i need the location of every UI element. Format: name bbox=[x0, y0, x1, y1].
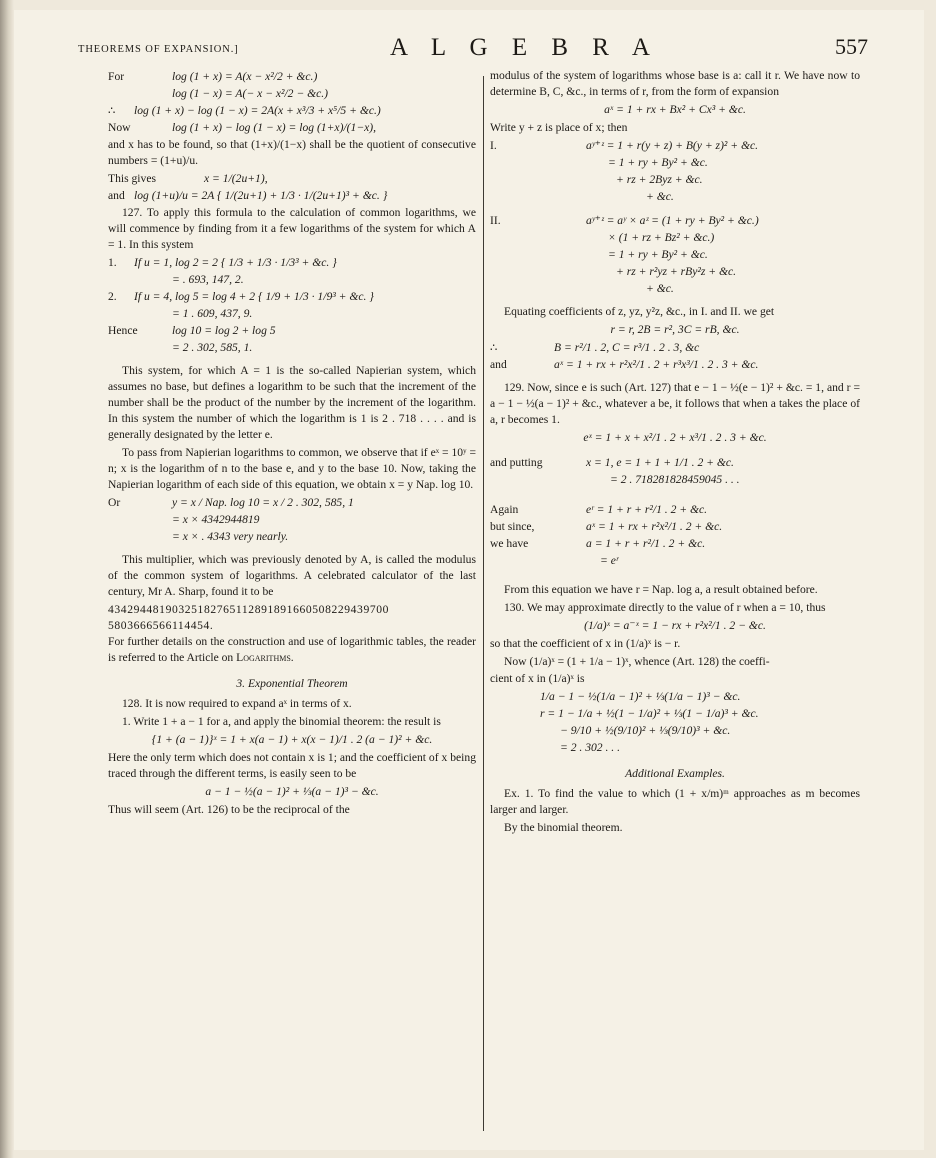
equation-label: and bbox=[490, 357, 507, 371]
equation-text: = x × . 4343 very nearly. bbox=[172, 529, 289, 543]
equation bbox=[490, 472, 860, 488]
section-heading: Additional Examples. bbox=[625, 766, 725, 780]
section-heading: 3. Exponential Theorem bbox=[236, 676, 348, 690]
equation-text: y = x / Nap. log 10 = x / 2 . 302, 585, 1 bbox=[172, 495, 354, 509]
equation-label: This gives bbox=[108, 171, 156, 185]
equation bbox=[490, 230, 860, 246]
paragraph: Write y + z is place of x; then bbox=[490, 120, 628, 134]
equation bbox=[490, 340, 860, 356]
paragraph-text: For further details on the construction and use of logarithmic tables, the reader is referred to the Article on bbox=[108, 634, 476, 664]
equation-text: aʸ⁺ᶻ = aʸ × aᶻ = (1 + ry + By² + &c.) bbox=[586, 213, 759, 227]
equation bbox=[108, 529, 476, 545]
equation-text: = 1 + ry + By² + &c. bbox=[608, 155, 708, 169]
equation-text: log (1 + x) − log (1 − x) = log (1+x)/(1−x), bbox=[172, 121, 377, 134]
equation-text: r = r, 2B = r², 3C = rB, &c. bbox=[610, 322, 740, 336]
equation-text: − 9/10 + ½(9/10)² + ⅓(9/10)³ + &c. bbox=[560, 723, 731, 737]
equation bbox=[108, 69, 476, 85]
paragraph bbox=[108, 634, 476, 666]
paragraph: Thus will seem (Art. 126) to be the reciprocal of the bbox=[108, 802, 350, 816]
paragraph: 130. We may approximate directly to the value of r when a = 10, thus bbox=[504, 600, 826, 614]
equation-text: Now (1/a)ˣ = (1 + 1/a − 1)ˣ, whence (Art. 128) the coeffi- bbox=[504, 654, 770, 668]
paragraph: cient of x in (1/a)ˣ is bbox=[490, 671, 585, 685]
equation bbox=[490, 172, 860, 188]
equation-text: + &c. bbox=[646, 281, 674, 295]
equation-text: (1/a)ˣ = a⁻ˣ = 1 − rx + r²x²/1 . 2 − &c. bbox=[584, 618, 766, 632]
equation bbox=[490, 189, 860, 205]
equation-text: = x × 4342944819 bbox=[172, 512, 260, 526]
paragraph: By the binomial theorem. bbox=[504, 820, 623, 834]
equation bbox=[490, 138, 860, 154]
equation-text: x = 1, e = 1 + 1 + 1/1 . 2 + &c. bbox=[586, 455, 734, 469]
equation-text: log 10 = log 2 + log 5 bbox=[172, 323, 276, 337]
equation-text: aˣ = 1 + rx + Bx² + Cx³ + &c. bbox=[604, 102, 746, 116]
equation-label: ∴ bbox=[108, 104, 116, 117]
running-title: THEOREMS OF EXPANSION.] bbox=[78, 44, 239, 55]
equation-label: 1. bbox=[108, 255, 117, 269]
equation bbox=[490, 723, 860, 739]
equation bbox=[490, 455, 860, 471]
equation bbox=[108, 255, 476, 271]
equation-text: = 2 . 302 . . . bbox=[560, 740, 620, 754]
equation bbox=[490, 689, 860, 705]
equation bbox=[108, 103, 476, 119]
equation-text: a = 1 + r + r²/1 . 2 + &c. bbox=[586, 536, 706, 550]
paragraph: Equating coefficients of z, yz, y²z, &c., in I. and II. we get bbox=[504, 304, 775, 318]
equation bbox=[490, 536, 860, 552]
equation-text: = 2 . 302, 585, 1. bbox=[172, 340, 253, 354]
equation bbox=[490, 155, 860, 171]
equation-label: 2. bbox=[108, 289, 117, 303]
equation-text: + &c. bbox=[646, 189, 674, 203]
paragraph: 129. Now, since e is such (Art. 127) that e − 1 − ½(e − 1)² + &c. = 1, and r = a − 1 − ½(a − 1)² + &c., whatever a be, it follows that when a takes the place of a, r becomes 1. bbox=[490, 380, 860, 426]
article-reference: Logarithms. bbox=[236, 650, 294, 664]
paragraph: To pass from Napierian logarithms to common, we observe that if eˣ = 10ʸ = n; x is the logarithm of n to the base e, and y to the base 10. Now, taking the Napierian logarithm of each side of this equation, we obtain x = y Nap. log 10. bbox=[108, 445, 476, 491]
equation-label: and bbox=[108, 188, 125, 202]
equation-text: = 1 . 609, 437, 9. bbox=[172, 306, 253, 320]
equation-text: eˣ = 1 + x + x²/1 . 2 + x³/1 . 2 . 3 + &c. bbox=[583, 430, 767, 444]
paragraph: From this equation we have r = Nap. log a, a result obtained before. bbox=[504, 582, 818, 596]
equation-label: II. bbox=[490, 213, 501, 227]
paragraph: Ex. 1. To find the value to which (1 + x/m)ᵐ approaches as m becomes larger and larger. bbox=[490, 786, 860, 816]
paragraph: 1. Write 1 + a − 1 for a, and apply the binomial theorem: the result is bbox=[122, 714, 441, 728]
equation-text: aʸ⁺ᶻ = 1 + r(y + z) + B(y + z)² + &c. bbox=[586, 138, 759, 152]
equation-label: Or bbox=[108, 495, 121, 509]
equation bbox=[490, 502, 860, 518]
equation bbox=[490, 213, 860, 229]
equation-text: aˣ = 1 + rx + r²x²/1 . 2 + &c. bbox=[586, 519, 723, 533]
equation-text: {1 + (a − 1)}ˣ = 1 + x(a − 1) + x(x − 1)/1 . 2 (a − 1)² + &c. bbox=[151, 732, 433, 746]
equation bbox=[490, 740, 860, 756]
equation-text: log (1 + x) = A(x − x²/2 + &c.) bbox=[172, 70, 318, 83]
equation-text: = 2 . 718281828459045 . . . bbox=[610, 472, 740, 486]
paragraph: This system, for which A = 1 is the so-called Napierian system, which assumes no base, but defines a logarithm to be such that the increment of the number shall be the product of the number by the increment of the logarithm. In this system the number of which the logarithm is 1 is 2 . 718 . . . . and is generally designated by the letter e. bbox=[108, 363, 476, 441]
equation bbox=[490, 264, 860, 280]
equation bbox=[108, 272, 476, 288]
equation bbox=[108, 495, 476, 511]
equation bbox=[108, 171, 476, 187]
equation bbox=[490, 357, 860, 373]
equation-text: × (1 + rz + Bz² + &c.) bbox=[608, 230, 715, 244]
equation-text: 1/a − 1 − ½(1/a − 1)² + ⅓(1/a − 1)³ − &c. bbox=[540, 689, 741, 703]
page-number: 557 bbox=[835, 34, 868, 59]
equation-label: I. bbox=[490, 138, 497, 152]
equation bbox=[108, 86, 476, 102]
equation-text: + rz + 2Byz + &c. bbox=[616, 172, 703, 186]
equation bbox=[108, 512, 476, 528]
equation-label: we have bbox=[490, 536, 529, 550]
equation bbox=[490, 553, 860, 569]
equation bbox=[108, 306, 476, 322]
equation-label: For bbox=[108, 70, 125, 83]
equation-label: Again bbox=[490, 502, 519, 516]
equation bbox=[490, 247, 860, 263]
equation-text: eʳ = 1 + r + r²/1 . 2 + &c. bbox=[586, 502, 708, 516]
equation bbox=[490, 706, 860, 722]
modulus-digits: 5803666566114454. bbox=[108, 618, 214, 632]
equation-text: aˣ = 1 + rx + r²x²/1 . 2 + r³x³/1 . 2 . 3 + &c. bbox=[554, 357, 759, 371]
equation bbox=[490, 281, 860, 297]
page-header bbox=[60, 34, 868, 66]
equation bbox=[490, 519, 860, 535]
equation-text: B = r²/1 . 2, C = r³/1 . 2 . 3, &c bbox=[554, 340, 700, 354]
equation-label: but since, bbox=[490, 519, 535, 533]
equation-text: log (1 + x) − log (1 − x) = 2A(x + x³/3 + x⁵/5 + &c.) bbox=[134, 104, 381, 117]
equation bbox=[108, 188, 476, 204]
equation-text: = 1 + ry + By² + &c. bbox=[608, 247, 708, 261]
equation bbox=[108, 340, 476, 356]
right-column bbox=[490, 68, 860, 838]
modulus-digits: 43429448190325182765112891891660508229439700 bbox=[108, 602, 390, 616]
equation-text: If u = 4, log 5 = log 4 + 2 { 1/9 + 1/3 · 1/9³ + &c. } bbox=[134, 289, 374, 303]
equation-label: and putting bbox=[490, 455, 543, 469]
equation bbox=[108, 323, 476, 339]
paragraph: Here the only term which does not contain x is 1; and the coefficient of x being traced through the different terms, is easily seen to be bbox=[108, 750, 476, 780]
equation bbox=[108, 120, 476, 136]
equation-text: = . 693, 147, 2. bbox=[172, 272, 244, 286]
column-rule bbox=[483, 76, 484, 1131]
page-edge-shadow bbox=[0, 0, 14, 1158]
equation bbox=[108, 289, 476, 305]
equation-text: r = 1 − 1/a + ½(1 − 1/a)² + ⅓(1 − 1/a)³ + &c. bbox=[540, 706, 759, 720]
paragraph: 127. To apply this formula to the calculation of common logarithms, we will commence by finding from it a few logarithms of the system for which A = 1. In this system bbox=[108, 205, 476, 251]
equation-label: Now bbox=[108, 121, 131, 134]
paragraph: and x has to be found, so that (1+x)/(1−x) shall be the quotient of consecutive numbers = (1+u)/u. bbox=[108, 138, 476, 167]
paragraph: This multiplier, which was previously denoted by A, is called the modulus of the common system of logarithms. A celebrated calculator of the last century, Mr A. Sharp, found it to be bbox=[108, 552, 476, 598]
equation bbox=[490, 654, 860, 670]
left-column bbox=[108, 68, 476, 820]
equation-text: = eʳ bbox=[600, 553, 619, 567]
equation-text: log (1+u)/u = 2A { 1/(2u+1) + 1/3 · 1/(2u+1)³ + &c. } bbox=[134, 188, 388, 202]
equation-label: ∴ bbox=[490, 340, 498, 354]
paragraph: 128. It is now required to expand aˣ in terms of x. bbox=[122, 696, 352, 710]
paragraph: so that the coefficient of x in (1/a)ˣ is − r. bbox=[490, 636, 681, 650]
page-title: A L G E B R A bbox=[390, 34, 659, 61]
equation-text: log (1 − x) = A(− x − x²/2 − &c.) bbox=[172, 87, 329, 100]
paragraph: modulus of the system of logarithms whose base is a: call it r. We have now to determine B, C, &c., in terms of r, from the form of expansion bbox=[490, 69, 860, 98]
equation-text: If u = 1, log 2 = 2 { 1/3 + 1/3 · 1/3³ + &c. } bbox=[134, 255, 337, 269]
equation-label: Hence bbox=[108, 323, 138, 337]
equation-text: x = 1/(2u+1), bbox=[204, 171, 268, 185]
equation-text: + rz + r²yz + rBy²z + &c. bbox=[616, 264, 737, 278]
equation-text: a − 1 − ½(a − 1)² + ⅓(a − 1)³ − &c. bbox=[205, 784, 379, 798]
